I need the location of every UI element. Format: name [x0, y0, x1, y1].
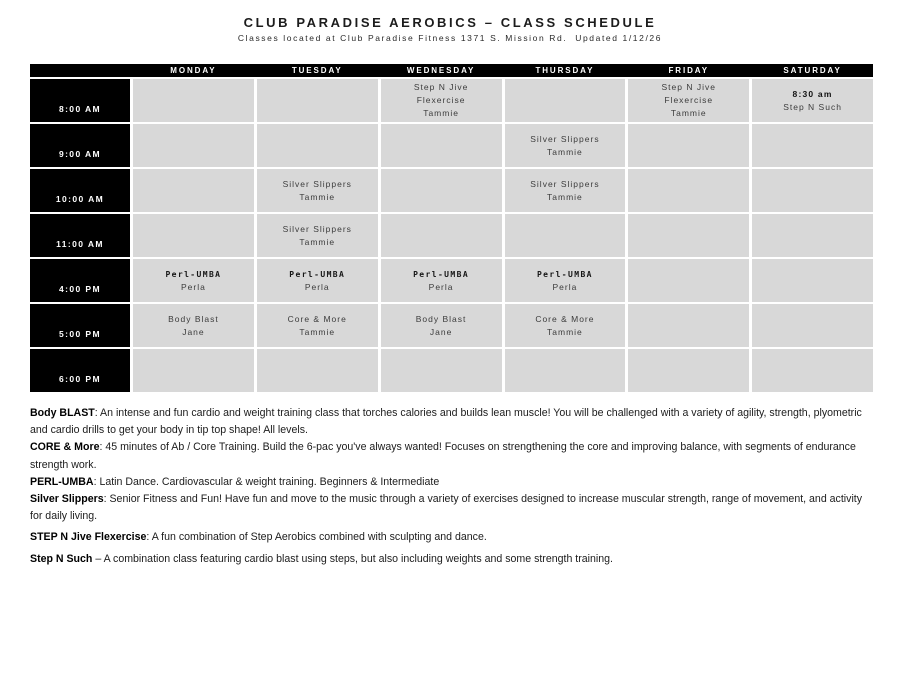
class-entry-line: 8:30 am [792, 88, 833, 99]
class-entry-line: Flexercise [416, 95, 466, 105]
schedule-cell [752, 349, 873, 392]
class-description [30, 529, 875, 546]
schedule-cell [381, 349, 502, 392]
class-name-label: CORE & More [30, 441, 100, 454]
schedule-cell [752, 259, 873, 302]
schedule-cell [752, 169, 873, 212]
class-description [30, 551, 875, 568]
class-entry-line: Tammie [547, 326, 583, 337]
class-name-label: Silver Slippers [30, 493, 104, 506]
class-entry-line: Tammie [299, 236, 336, 247]
class-entry-line: Tammie [670, 108, 707, 118]
class-entry-line: Step N Such [783, 101, 842, 112]
class-entry-line: Jane [182, 326, 205, 337]
schedule-cell [628, 214, 749, 257]
schedule-cell [752, 124, 873, 167]
page-title: CLUB PARADISE AEROBICS – CLASS SCHEDULE [243, 15, 657, 30]
schedule-cell [628, 259, 749, 302]
class-name-label: Step N Such [30, 552, 93, 565]
schedule-cell [133, 349, 254, 392]
schedule-cell [257, 349, 378, 392]
class-description-text: : Latin Dance. Cardiovascular & weight training. Beginners & Intermediate [93, 475, 440, 488]
class-entry-line: Silver Slippers [282, 223, 352, 234]
time-label-cell: 6:00 PM [30, 349, 130, 392]
schedule-cell [133, 259, 254, 302]
schedule-cell [628, 169, 749, 212]
schedule-cell [505, 349, 626, 392]
schedule-cell [381, 169, 502, 212]
schedule-cell [257, 304, 378, 347]
schedule-cell [505, 304, 626, 347]
class-description-text: : 45 minutes of Ab / Core Training. Build the 6-pac you've always wanted! Focuses on strengthening the core and improving balance, with segments of endurance strength work. [30, 441, 856, 471]
day-header-monday: MONDAY [170, 66, 217, 75]
class-entry-line: Perl-UMBA [165, 269, 222, 279]
class-entry-line: Perla [304, 281, 330, 292]
class-entry-line: Tammie [299, 326, 336, 337]
schedule-cell [133, 124, 254, 167]
day-header-tuesday: TUESDAY [291, 66, 343, 75]
class-entry-line: Silver Slippers [530, 133, 600, 144]
schedule-cell [381, 259, 502, 302]
class-entry-line: Jane [429, 326, 453, 337]
class-entry-line: Tammie [423, 108, 459, 118]
schedule-cell [628, 124, 749, 167]
class-entry-line: Silver Slippers [282, 178, 352, 189]
class-name-label: STEP N Jive Flexercise [30, 531, 147, 544]
schedule-cell [381, 79, 502, 122]
schedule-cell [505, 124, 626, 167]
schedule-cell [381, 304, 502, 347]
class-entry-line: Tammie [547, 146, 583, 157]
class-entry-line: Core & More [287, 313, 347, 324]
schedule-cell [505, 79, 626, 122]
class-entry-line: Tammie [547, 191, 583, 202]
schedule-cell [628, 79, 749, 122]
class-entry-line: Perl-UMBA [536, 269, 593, 279]
schedule-cell [133, 79, 254, 122]
day-header-saturday: SATURDAY [783, 66, 842, 75]
schedule-document [0, 15, 900, 695]
class-description [30, 491, 875, 525]
page-subtitle: Classes located at Club Paradise Fitness 1371 S. Mission Rd. Updated 1/12/26 [237, 33, 663, 43]
time-label-cell: 4:00 PM [30, 259, 130, 302]
time-label-cell: 11:00 AM [30, 214, 130, 257]
schedule-cell [381, 124, 502, 167]
class-description-text: : An intense and fun cardio and weight training class that torches calories and builds lean muscle! You will be challenged with a variety of agility, strength, plyometric and cardio drills to get your body in tip top shape! All levels. [30, 407, 862, 437]
schedule-cell [133, 304, 254, 347]
time-label-cell: 10:00 AM [30, 169, 130, 212]
schedule-cell [628, 349, 749, 392]
schedule-cell [133, 214, 254, 257]
schedule-cell [505, 259, 626, 302]
class-entry-line: Perl-UMBA [289, 269, 346, 279]
schedule-cell [752, 214, 873, 257]
schedule-cell [257, 79, 378, 122]
day-header-wednesday: WEDNESDAY [406, 66, 476, 75]
class-description-text: – A combination class featuring cardio blast using steps, but also including weights and some strength training. [92, 552, 613, 565]
schedule-cell [257, 169, 378, 212]
schedule-cell [752, 304, 873, 347]
time-label-cell: 8:00 AM [30, 79, 130, 122]
day-header-row [30, 64, 873, 77]
schedule-cell [257, 259, 378, 302]
class-entry-line: Perl-UMBA [413, 269, 470, 279]
class-name-label: Body BLAST [30, 407, 95, 419]
day-header-friday: FRIDAY [668, 66, 709, 75]
class-entry-line: Body Blast [168, 313, 219, 324]
schedule-cell [257, 124, 378, 167]
schedule-cell [381, 214, 502, 257]
class-description-text: : A fun combination of Step Aerobics combined with sculpting and dance. [146, 531, 487, 544]
class-entry-line: Perla [428, 281, 454, 292]
time-label-cell: 9:00 AM [30, 124, 130, 167]
class-entry-line: Body Blast [415, 313, 467, 324]
class-entry-line: Perla [180, 281, 206, 292]
class-description [30, 405, 875, 439]
schedule-grid [30, 79, 873, 392]
schedule-table [30, 64, 873, 392]
class-entry-line: Silver Slippers [530, 178, 600, 189]
class-name-label: PERL-UMBA [30, 475, 94, 488]
class-entry-line: Perla [552, 281, 578, 292]
class-entry-line: Flexercise [664, 95, 714, 105]
schedule-cell [505, 169, 626, 212]
schedule-cell [257, 214, 378, 257]
class-entry-line: Core & More [535, 313, 595, 324]
schedule-cell [752, 79, 873, 122]
class-entry-line: Step N Jive [413, 82, 469, 92]
class-description [30, 474, 875, 491]
class-description-text: : Senior Fitness and Fun! Have fun and move to the music through a variety of exercises designed to increase muscular strength, range of movement, and activity for daily living. [30, 493, 863, 523]
time-label-cell: 5:00 PM [30, 304, 130, 347]
schedule-cell [133, 169, 254, 212]
class-description [30, 439, 875, 473]
schedule-cell [505, 214, 626, 257]
class-descriptions [30, 405, 875, 568]
class-entry-line: Tammie [299, 191, 336, 202]
schedule-cell [628, 304, 749, 347]
day-header-thursday: THURSDAY [535, 66, 595, 75]
class-entry-line: Step N Jive [661, 82, 716, 92]
